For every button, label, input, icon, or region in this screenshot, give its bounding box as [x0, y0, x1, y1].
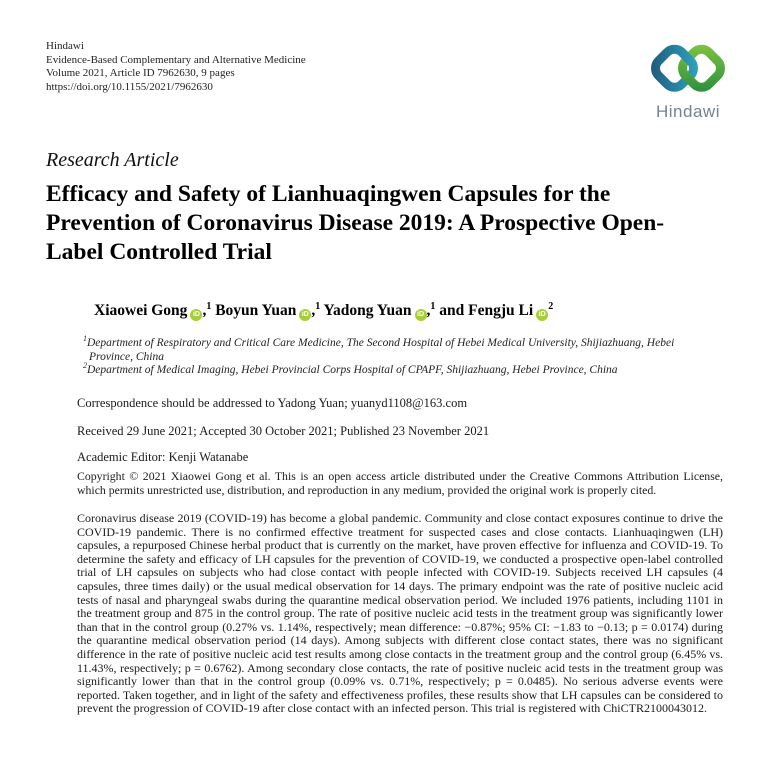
- correspondence-email-link[interactable]: yuanyd1108@163.com: [350, 396, 468, 410]
- hindawi-logo-icon: [643, 34, 733, 104]
- publisher-name: Hindawi: [46, 40, 84, 52]
- orcid-icon[interactable]: iD: [190, 309, 202, 321]
- author-name: Boyun Yuan: [215, 302, 297, 319]
- affiliation-sup: 2: [83, 361, 87, 371]
- affiliation-text: Department of Medical Imaging, Hebei Provincial Corps Hospital of CPAPF, Shijiazhuang, Hebei Province, China: [87, 364, 618, 376]
- academic-editor-line: Academic Editor: Kenji Watanabe: [77, 450, 249, 464]
- author-name: Xiaowei Gong: [94, 302, 188, 319]
- article-title: Efficacy and Safety of Lianhuaqingwen Capsules for the Prevention of Coronavirus Disease 2019: A Prospective Open-Label Controlled Trial: [46, 181, 665, 265]
- and-word: and: [439, 302, 469, 319]
- author: [468, 302, 553, 319]
- author: [94, 302, 211, 319]
- author-affil-sup: 1: [206, 300, 212, 312]
- author-affil-sup: 1: [430, 300, 436, 312]
- affiliation-text: Department of Respiratory and Critical Care Medicine, The Second Hospital of Hebei Medical University, Shijiazhuang, Hebei Province, China: [87, 337, 675, 363]
- affiliation-sup: 1: [83, 334, 87, 344]
- orcid-icon[interactable]: iD: [299, 309, 311, 321]
- author: [215, 302, 320, 319]
- article-type-label: Research Article: [46, 149, 179, 171]
- author-affil-sup: 2: [548, 300, 554, 312]
- orcid-icon[interactable]: iD: [536, 309, 548, 321]
- hindawi-logo-text: Hindawi: [656, 102, 720, 121]
- orcid-icon[interactable]: iD: [415, 309, 427, 321]
- article-id-line: Volume 2021, Article ID 7962630, 9 pages: [46, 67, 235, 79]
- affiliations: [83, 334, 693, 378]
- correspondence-text: Correspondence should be addressed to Yadong Yuan;: [77, 396, 351, 410]
- doi-link[interactable]: https://doi.org/10.1155/2021/7962630: [46, 80, 213, 93]
- journal-header: [46, 40, 306, 94]
- hindawi-logo: [640, 34, 736, 122]
- author-name: Fengju Li: [468, 302, 534, 319]
- copyright-notice: Copyright © 2021 Xiaowei Gong et al. This is an open access article distributed under the Creative Commons Attribution License, which permits unrestricted use, distribution, and reproduction in any medium, provided the original work is properly cited.: [77, 469, 723, 497]
- abstract-paragraph: Coronavirus disease 2019 (COVID-19) has become a global pandemic. Community and close contact exposures continue to drive the COVID-19 pandemic. There is no confirmed effective treatment for suspected cases and close contacts. Lianhuaqingwen (LH) capsules, a repurposed Chinese herbal product that is currently on the market, have proven effective for influenza and COVID-19. To determine the safety and efficacy of LH capsules for the prevention of COVID-19, we conducted a prospective open-label controlled trial of LH capsules on subjects who had close contact with people infected with COVID-19. Subjects received LH capsules (4 capsules, three times daily) or the usual medical observation for 14 days. The primary endpoint was the rate of positive nucleic acid tests of nasal and pharyngeal swabs during the quarantine medical observation period. We included 1976 patients, including 1101 in the treatment group and 875 in the control group. The rate of positive nucleic acid tests in the treatment group was significantly lower than that in the control group (0.27% vs. 1.14%, respectively; mean difference: −0.87%; 95% CI: −1.83 to −0.13; p = 0.0174) during the quarantine medical observation period (14 days). Among subjects with different close contact states, there was no significant difference in the rate of positive nucleic acid test results among close contacts in the treatment group and the control group (6.45% vs. 11.43%, respectively; p = 0.6762). Among secondary close contacts, the rate of positive nucleic acid tests in the treatment group was significantly lower than that in the control group (0.09% vs. 0.71%, respectively; p = 0.0485). No serious adverse events were reported. Taken together, and in light of the safety and effectiveness profiles, these results show that LH capsules can be considered to prevent the progression of COVID-19 after close contact with an infected person. This trial is registered with ChiCTR2100043012.: [77, 511, 723, 716]
- author-separator: ,: [426, 302, 431, 319]
- journal-name: Evidence-Based Complementary and Alternative Medicine: [46, 53, 306, 66]
- author-affil-sup: 1: [315, 300, 321, 312]
- correspondence-line: [77, 396, 467, 411]
- author-byline: [94, 302, 694, 321]
- affiliation-2: [83, 361, 693, 378]
- affiliation-1: [83, 334, 693, 364]
- author-separator: ,: [311, 302, 316, 319]
- author-name: Yadong Yuan: [323, 302, 412, 319]
- author: [324, 302, 436, 319]
- author-separator: ,: [202, 302, 207, 319]
- article-history-line: Received 29 June 2021; Accepted 30 October 2021; Published 23 November 2021: [77, 424, 490, 438]
